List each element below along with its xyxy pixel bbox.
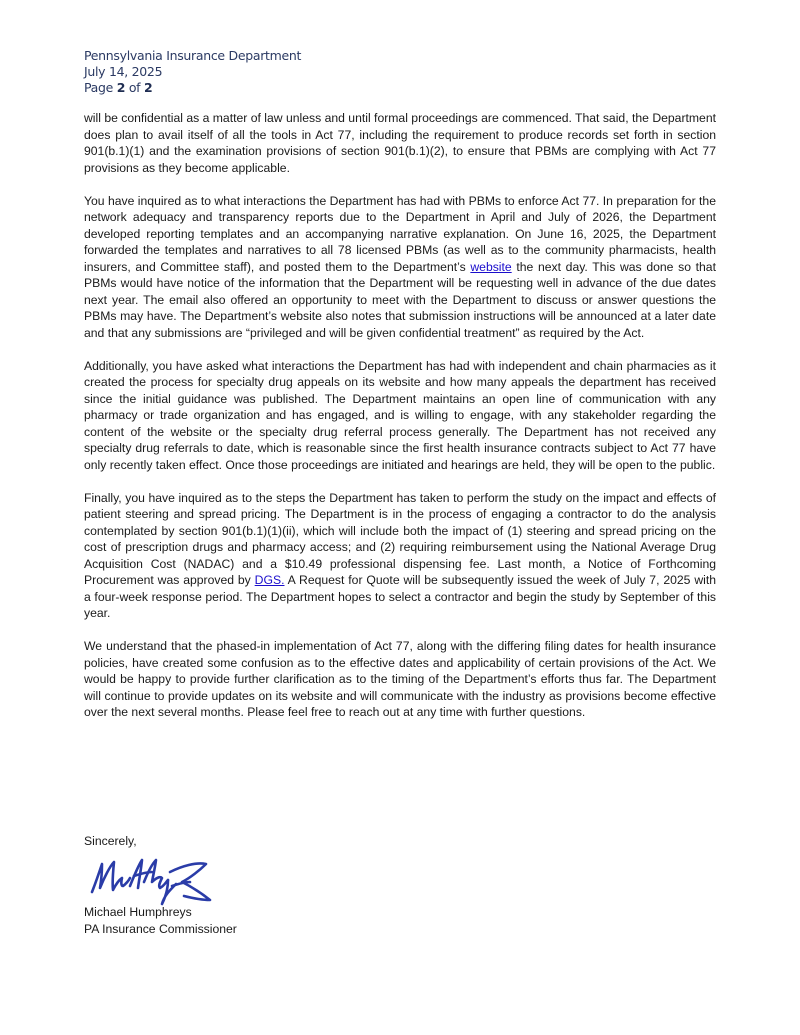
paragraph-text: You have inquired as to what interactions the Department has had with PBMs to enforce Act 77. In preparation for the network adequacy and transparency reports due to the Department in April and July of 2026, the Department developed reporting templates and an accompanying narrative explanation. On June 16, 2025, the Department forwarded the templates and narratives to all 78 licensed PBMs (as well as to the community pharmacists, health insurers, and Committee staff), and posted them to the Department’s	[84, 193, 716, 274]
paragraph-pbm-interactions	[84, 193, 716, 342]
paragraph-study	[84, 490, 716, 622]
closing-salutation: Sincerely,	[84, 834, 137, 848]
signature-icon	[86, 852, 216, 908]
letter-body	[84, 110, 716, 737]
signer-title: PA Insurance Commissioner	[84, 922, 237, 936]
paragraph-text: the next day. This was done so that PBMs would have notice of the information that the Department will be requesting well in advance of the due dates next year. The email also offered an opportunity to meet with the Department to discuss or answer questions the PBMs may have. The Department’s website also notes that submission instructions will be announced at a later date and that any submissions are “privileged and will be given confidential treatment” as required by the Act.	[84, 259, 716, 340]
page-current: 2	[116, 80, 126, 95]
page-of: of	[125, 80, 144, 95]
header-organization: Pennsylvania Insurance Department	[84, 48, 302, 63]
header-date: July 14, 2025	[84, 64, 163, 79]
paragraph-pharmacy-interactions: Additionally, you have asked what interactions the Department has had with independent and chain pharmacies as it created the process for specialty drug appeals on its website and how many appeals the department has received since the initial guidance was published. The Department maintains an open line of communication with any pharmacy or trade organization and has engaged, and is willing to engage, with any stakeholder regarding the content of the website or the specialty drug referral process generally. The Department has not received any specialty drug referrals to date, which is reasonable since the first health insurance contracts subject to Act 77 have only recently taken effect. Once those proceedings are initiated and hearings are held, they will be open to the public.	[84, 358, 716, 472]
page-total: 2	[143, 80, 153, 95]
website-link[interactable]: website	[470, 259, 512, 274]
paragraph-conclusion: We understand that the phased-in implementation of Act 77, along with the differing filing dates for health insurance policies, have created some confusion as to the effective dates and applicability of certain provisions of the Act. We would be happy to provide further clarification as to the timing of the Department’s efforts thus far. The Department will continue to provide updates on its website and will communicate with the industry as provisions become effective over the next several months. Please feel free to reach out at any time with further questions.	[84, 639, 716, 719]
signer-name: Michael Humphreys	[84, 905, 192, 919]
signer-block	[84, 904, 237, 938]
paragraph-text: Finally, you have inquired as to the steps the Department has taken to perform the study on the impact and effects of patient steering and spread pricing. The Department is in the process of engaging a contractor to do the analysis contemplated by section 901(b.1)(1)(ii), which will include both the impact of (1) steering and spread pricing on the cost of prescription drugs and pharmacy access; and (2) requiring reimbursement using the National Average Drug Acquisition Cost (NADAC) and a $10.49 professional dispensing fee. Last month, a Notice of Forthcoming Procurement was approved by	[84, 490, 716, 587]
paragraph-text: A Request for Quote will be subsequently issued the week of July 7, 2025 with a four-week response period. The Department hopes to select a contractor and begin the study by September of this year.	[84, 573, 716, 620]
dgs-link[interactable]: DGS.	[254, 573, 285, 587]
paragraph-confidentiality: will be confidential as a matter of law unless and until formal proceedings are commenced. That said, the Department does plan to avail itself of all the tools in Act 77, including the requirement to produce records set forth in section 901(b.1)(1) and the examination provisions of section 901(b.1)(2), to ensure that PBMs are complying with Act 77 provisions as they become applicable.	[84, 111, 716, 175]
page-prefix: Page	[84, 80, 117, 95]
header-page-number	[84, 80, 301, 96]
letter-header	[84, 48, 301, 96]
